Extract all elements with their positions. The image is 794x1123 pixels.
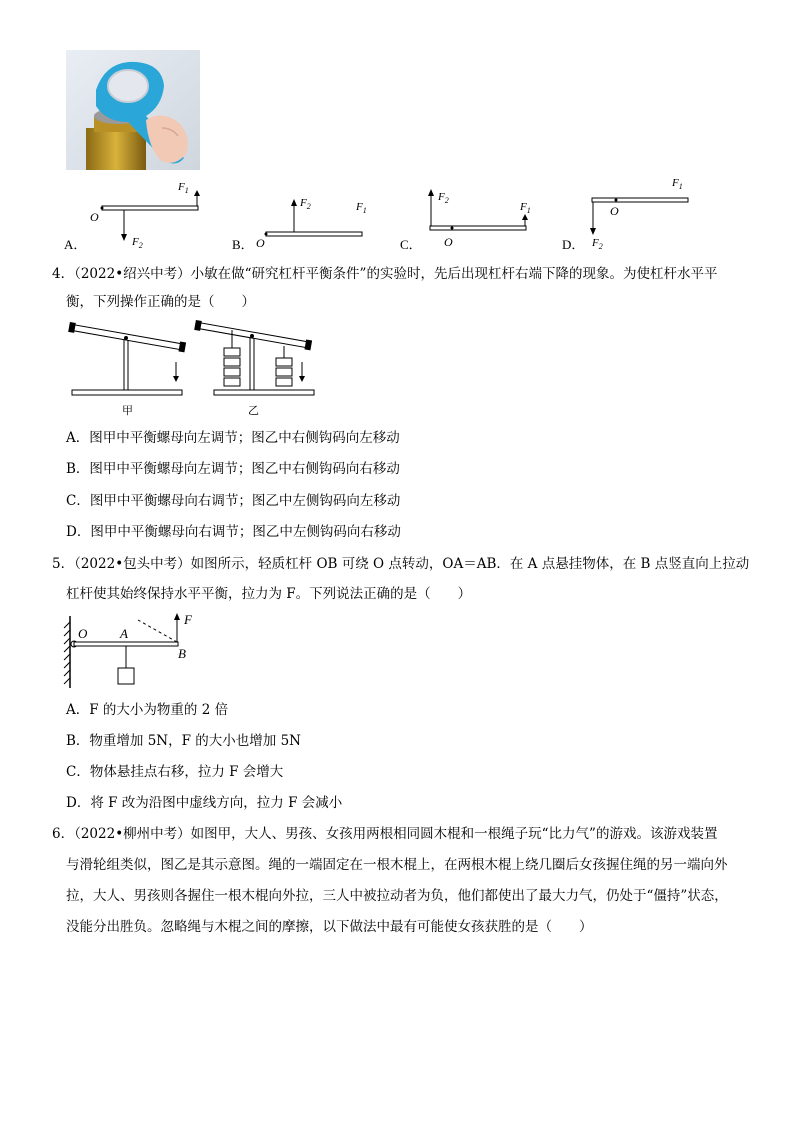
q5-option-c[interactable]: C．物体悬挂点右移，拉力 F 会增大 — [66, 764, 284, 780]
figure-yi — [194, 320, 314, 417]
svg-text:O: O — [610, 204, 619, 218]
q4-figures — [64, 318, 324, 418]
q3-options-diagrams — [60, 174, 760, 256]
q5-option-d[interactable]: D．将 F 改为沿图中虚线方向，拉力 F 会减小 — [66, 795, 343, 811]
option-a-label: A． — [64, 237, 87, 252]
q6-stem-line1: 6．（2022•柳州中考）如图甲，大人、男孩、女孩用两根相同圆木棍和一根绳子玩“比力气”的游戏。该游戏装置 — [52, 826, 718, 842]
svg-text:F1: $F_1$ — [356, 201, 367, 215]
point-b-label: B — [178, 646, 186, 661]
q4-option-c[interactable]: C．图甲中平衡螺母向右调节；图乙中左侧钩码向左移动 — [66, 493, 401, 509]
svg-text:F2: $F_2$ — [300, 197, 311, 211]
q4-option-a[interactable]: A．图甲中平衡螺母向左调节；图乙中右侧钩码向左移动 — [66, 430, 400, 446]
figure-yi-label: 乙 — [248, 405, 259, 417]
svg-text:F2: $F_2$ — [132, 236, 143, 250]
figure-jia — [68, 322, 186, 417]
svg-text:O: O — [256, 236, 265, 250]
q5-option-a[interactable]: A．F 的大小为物重的 2 倍 — [66, 702, 229, 718]
bottle-opener-photo — [66, 50, 200, 170]
q4-option-d[interactable]: D．图甲中平衡螺母向右调节；图乙中左侧钩码向右移动 — [66, 524, 401, 540]
svg-text:F1: $F_1$ — [672, 177, 683, 191]
q4-option-b[interactable]: B．图甲中平衡螺母向左调节；图乙中右侧钩码向右移动 — [66, 461, 400, 477]
option-b-diagram — [232, 197, 367, 252]
q5-option-b[interactable]: B．物重增加 5N，F 的大小也增加 5N — [66, 733, 301, 749]
svg-text:F1: $F_1$ — [520, 201, 531, 215]
option-d-label: D． — [562, 237, 585, 252]
option-a-diagram — [64, 181, 200, 252]
option-d-diagram — [562, 177, 688, 252]
q4-stem-line2: 衡，下列操作正确的是（ ） — [66, 294, 255, 310]
q6-stem-line2: 与滑轮组类似，图乙是其示意图。绳的一端固定在一根木棍上，在两根木棍上绕几圈后女孩握住绳的另一端向外 — [66, 857, 728, 873]
point-o-label: O — [78, 626, 88, 641]
q6-stem-line3: 拉，大人、男孩则各握住一根木棍向外拉，三人中被拉动者为负，他们都使出了最大力气，仍处于“僵持”状态， — [66, 888, 728, 904]
q4-stem-line1: 4．（2022•绍兴中考）小敏在做“研究杠杆平衡条件”的实验时，先后出现杠杆右端下降的现象。为使杠杆水平平 — [52, 266, 718, 282]
q5-stem-line2: 杠杆使其始终保持水平平衡，拉力为 F。下列说法正确的是（ ） — [66, 586, 472, 602]
force-f-label: F — [184, 612, 192, 627]
q5-stem-line1: 5．（2022•包头中考）如图所示，轻质杠杆 OB 可绕 O 点转动，OA＝AB．在 A 点悬挂物体，在 B 点竖直向上拉动 — [52, 556, 750, 572]
point-a-label: A — [120, 626, 128, 641]
q5-figure — [62, 612, 212, 692]
option-c-label: C． — [400, 237, 422, 252]
svg-text:F1: $F_1$ — [178, 181, 189, 195]
svg-text:F2: $F_2$ — [592, 237, 603, 251]
figure-jia-label: 甲 — [122, 405, 133, 417]
svg-text:F2: $F_2$ — [438, 191, 449, 205]
option-c-diagram — [400, 189, 531, 252]
svg-text:O: O — [90, 210, 99, 224]
q6-stem-line4: 没能分出胜负。忽略绳与木棍之间的摩擦，以下做法中最有可能使女孩获胜的是（ ） — [66, 919, 593, 935]
option-b-label: B． — [232, 237, 254, 252]
svg-text:O: O — [444, 235, 453, 249]
